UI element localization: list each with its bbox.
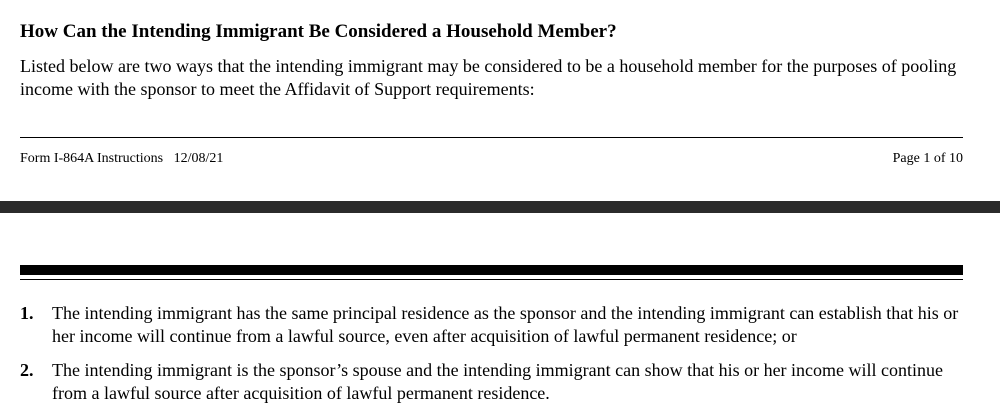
list-item-number: 1.	[20, 303, 34, 323]
household-member-criteria-list	[20, 302, 965, 416]
footer-page-number: Page 1 of 10	[892, 151, 963, 166]
list-item-text: The intending immigrant is the sponsor’s spouse and the intending immigrant can show that his or her income will continue from a lawful source after acquisition of lawful permanent residence.	[52, 360, 944, 403]
list-item	[20, 302, 965, 348]
header-thick-rule	[20, 265, 963, 275]
intro-paragraph: Listed below are two ways that the intending immigrant may be considered to be a household member for the purposes of pooling income with the sponsor to meet the Affidavit of Support requirements:	[20, 56, 957, 99]
footer-form-id: Form I-864A Instructions 12/08/21	[20, 151, 224, 166]
section-heading: How Can the Intending Immigrant Be Considered a Household Member?	[20, 21, 617, 42]
list-item-text: The intending immigrant has the same principal residence as the sponsor and the intending immigrant can establish that his or her income will continue from a lawful source, even after acquisition of lawful permanent residence; or	[52, 303, 959, 346]
list-item-number: 2.	[20, 360, 34, 380]
footer-rule	[20, 137, 963, 138]
list-item	[20, 359, 965, 405]
page-break-divider	[0, 201, 1000, 213]
header-thin-rule	[20, 279, 963, 280]
